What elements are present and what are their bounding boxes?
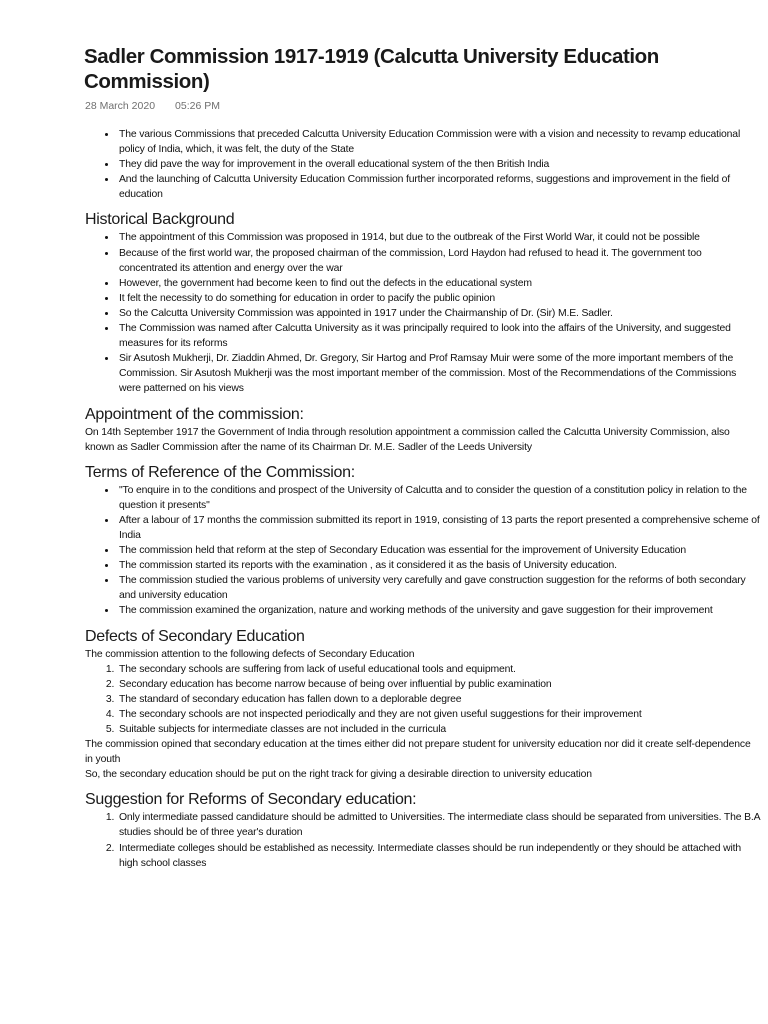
section-heading-appointment: Appointment of the commission: [85, 405, 304, 423]
defects-lead-paragraph: The commission attention to the following defects of Secondary Education [85, 648, 415, 660]
historical-background-list [85, 230, 760, 396]
list-item: 1. The secondary schools are suffering from lack of useful educational tools and equipment. [117, 662, 760, 677]
appointment-paragraph: On 14th September 1917 the Government of India through resolution appointment a commission called the Calcutta University Commission, also known as Sadler Commission after the name of its Chairman Dr. M.E. Sadler of the Leeds University [85, 426, 730, 453]
terms-list [85, 483, 760, 619]
list-item: • The commission examined the organization, nature and working methods of the university and gave suggestion for their improvement [117, 603, 760, 618]
intro-list [85, 127, 760, 202]
defects-conclusion-paragraph: The commission opined that secondary education at the times either did not prepare student for university education nor did it create self-dependence in youth [85, 739, 751, 766]
list-item: • Sir Asutosh Mukherji, Dr. Ziaddin Ahmed, Dr. Gregory, Sir Hartog and Prof Ramsay Muir were some of the more important members of the Commission. Sir Asutosh Mukherji was the most important member of the commission. Most of the Recommendations of the Commissions were patterned on his views [117, 351, 760, 396]
list-item: • The various Commissions that preceded Calcutta University Education Commission were with a vision and necessity to revamp educational policy of India, which, it was felt, the duty of the State [117, 127, 760, 157]
list-item: • "To enquire in to the conditions and prospect of the University of Calcutta and to consider the question of a constitution policy in relation to the question it presents" [117, 483, 760, 513]
defects-list [85, 662, 760, 737]
list-item: • They did pave the way for improvement in the overall educational system of the then British India [117, 157, 760, 172]
section-heading-suggestions: Suggestion for Reforms of Secondary education: [85, 791, 417, 809]
note-time: 05:26 PM [175, 100, 220, 112]
defects-direction-paragraph: So, the secondary education should be put on the right track for giving a desirable direction to university education [85, 769, 592, 781]
section-heading-historical-background: Historical Background [85, 211, 235, 229]
list-item: • Because of the first world war, the proposed chairman of the commission, Lord Haydon had refused to head it. The government too concentrated its attention and energy over the war [117, 246, 760, 276]
list-item: • The appointment of this Commission was proposed in 1914, but due to the outbreak of the First World War, it could not be possible [117, 230, 760, 245]
list-item: 5. Suitable subjects for intermediate classes are not included in the curricula [117, 722, 760, 737]
list-item: 3. The standard of secondary education has fallen down to a deplorable degree [117, 692, 760, 707]
list-item: 2. Intermediate colleges should be established as necessity. Intermediate classes should be run independently or they should be attached with high school classes [117, 841, 760, 871]
list-item: • And the launching of Calcutta University Education Commission further incorporated reforms, suggestions and improvement in the field of education [117, 172, 760, 202]
list-item: 2. Secondary education has become narrow because of being over influential by public examination [117, 677, 760, 692]
list-item: • It felt the necessity to do something for education in order to pacify the public opinion [117, 291, 760, 306]
note-body [85, 127, 760, 871]
list-item: • The commission held that reform at the step of Secondary Education was essential for the improvement of University Education [117, 543, 760, 558]
page-title: Sadler Commission 1917-1919 (Calcutta University Education Commission) [84, 45, 659, 93]
list-item: 4. The secondary schools are not inspected periodically and they are not given useful suggestions for their improvement [117, 707, 760, 722]
suggestions-list [85, 810, 760, 870]
list-item: • The commission studied the various problems of university very carefully and gave construction suggestion for the reforms of both secondary and university education [117, 573, 760, 603]
note-metadata [85, 100, 220, 112]
list-item: 1. Only intermediate passed candidature should be admitted to Universities. The intermediate class should be separated from universities. The B.A studies should be of three year's duration [117, 810, 760, 840]
section-heading-terms-of-reference: Terms of Reference of the Commission: [85, 463, 355, 481]
list-item: • The commission started its reports with the examination , as it considered it as the basis of University education. [117, 558, 760, 573]
list-item: • The Commission was named after Calcutta University as it was principally required to look into the affairs of the University, and suggested measures for its reforms [117, 321, 760, 351]
list-item: • So the Calcutta University Commission was appointed in 1917 under the Chairmanship of Dr. (Sir) M.E. Sadler. [117, 306, 760, 321]
section-heading-defects: Defects of Secondary Education [85, 627, 305, 645]
list-item: • However, the government had become keen to find out the defects in the educational system [117, 276, 760, 291]
note-date: 28 March 2020 [85, 100, 156, 112]
list-item: • After a labour of 17 months the commission submitted its report in 1919, consisting of 13 parts the report presented a comprehensive scheme of India [117, 513, 760, 543]
